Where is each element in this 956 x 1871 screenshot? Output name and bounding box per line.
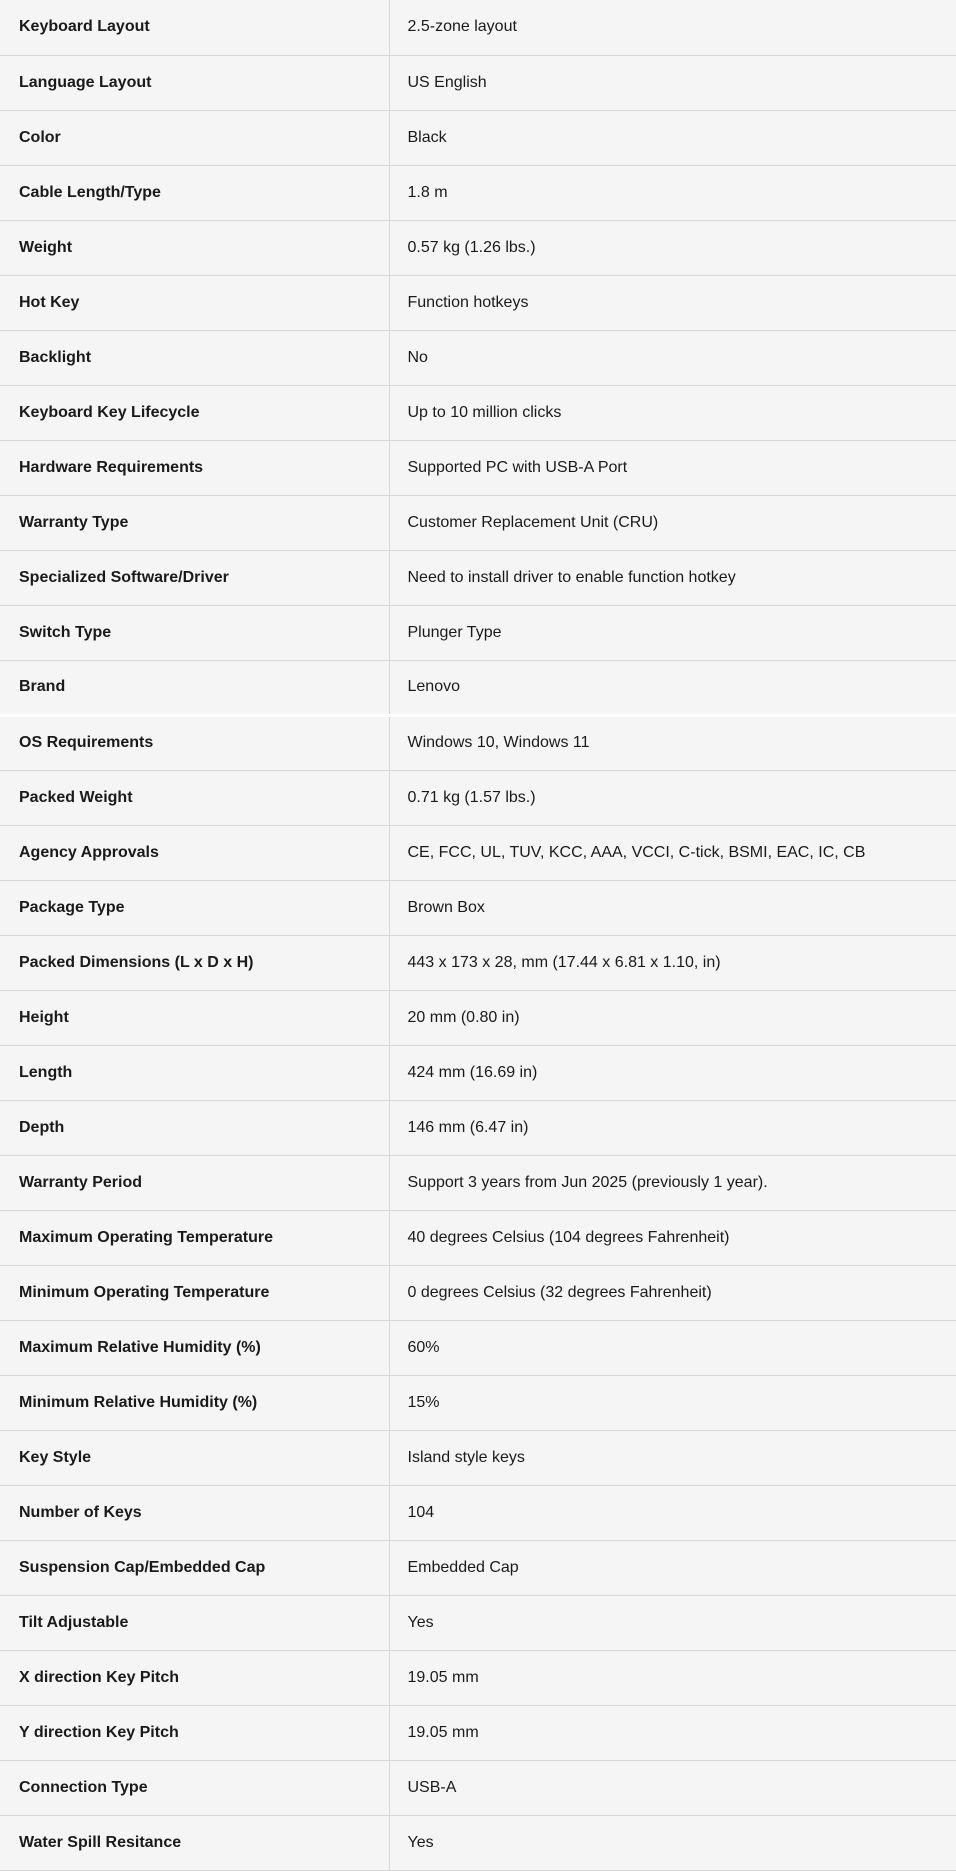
spec-row-x-direction-key-pitch [0,1650,956,1705]
spec-label: Backlight [0,330,389,385]
spec-row-warranty-period [0,1155,956,1210]
spec-row-language-layout [0,55,956,110]
spec-value: Supported PC with USB-A Port [389,440,956,495]
spec-row-cable-length-type [0,165,956,220]
spec-row-length [0,1045,956,1100]
spec-label: Hardware Requirements [0,440,389,495]
spec-row-switch-type [0,605,956,660]
spec-label: Weight [0,220,389,275]
spec-label: Keyboard Key Lifecycle [0,385,389,440]
spec-label: X direction Key Pitch [0,1650,389,1705]
spec-value: Windows 10, Windows 11 [389,715,956,770]
spec-row-agency-approvals [0,825,956,880]
spec-label: Suspension Cap/Embedded Cap [0,1540,389,1595]
spec-value: 2.5-zone layout [389,0,956,55]
spec-value: Black [389,110,956,165]
spec-row-maximum-operating-temperature [0,1210,956,1265]
spec-label: Height [0,990,389,1045]
spec-row-key-style [0,1430,956,1485]
spec-row-hot-key [0,275,956,330]
spec-value: Brown Box [389,880,956,935]
spec-value: US English [389,55,956,110]
spec-row-hardware-requirements [0,440,956,495]
spec-value: No [389,330,956,385]
spec-label: Water Spill Resitance [0,1815,389,1870]
spec-value: 104 [389,1485,956,1540]
spec-value: 0.71 kg (1.57 lbs.) [389,770,956,825]
spec-row-warranty-type [0,495,956,550]
spec-label: Warranty Period [0,1155,389,1210]
spec-value: Support 3 years from Jun 2025 (previously 1 year). [389,1155,956,1210]
spec-row-number-of-keys [0,1485,956,1540]
spec-value: 0 degrees Celsius (32 degrees Fahrenheit) [389,1265,956,1320]
spec-value: 19.05 mm [389,1650,956,1705]
spec-label: Minimum Operating Temperature [0,1265,389,1320]
spec-label: Agency Approvals [0,825,389,880]
spec-value: 20 mm (0.80 in) [389,990,956,1045]
spec-label: Warranty Type [0,495,389,550]
spec-value: 443 x 173 x 28, mm (17.44 x 6.81 x 1.10, in) [389,935,956,990]
spec-value: Yes [389,1595,956,1650]
spec-value: Island style keys [389,1430,956,1485]
spec-value: 60% [389,1320,956,1375]
spec-label: Connection Type [0,1760,389,1815]
spec-value: CE, FCC, UL, TUV, KCC, AAA, VCCI, C-tick, BSMI, EAC, IC, CB [389,825,956,880]
spec-label: Packed Weight [0,770,389,825]
spec-label: Minimum Relative Humidity (%) [0,1375,389,1430]
spec-value: Up to 10 million clicks [389,385,956,440]
spec-row-backlight [0,330,956,385]
spec-label: Hot Key [0,275,389,330]
spec-row-height [0,990,956,1045]
spec-label: OS Requirements [0,715,389,770]
spec-value: 424 mm (16.69 in) [389,1045,956,1100]
spec-row-minimum-operating-temperature [0,1265,956,1320]
spec-label: Tilt Adjustable [0,1595,389,1650]
spec-label: Language Layout [0,55,389,110]
spec-row-brand [0,660,956,715]
spec-row-connection-type [0,1760,956,1815]
spec-label: Packed Dimensions (L x D x H) [0,935,389,990]
spec-row-keyboard-key-lifecycle [0,385,956,440]
spec-row-package-type [0,880,956,935]
spec-value: 40 degrees Celsius (104 degrees Fahrenheit) [389,1210,956,1265]
spec-value: Yes [389,1815,956,1870]
spec-row-weight [0,220,956,275]
spec-value: Customer Replacement Unit (CRU) [389,495,956,550]
spec-label: Key Style [0,1430,389,1485]
spec-row-minimum-relative-humidity [0,1375,956,1430]
spec-label: Specialized Software/Driver [0,550,389,605]
spec-row-water-spill-resistance [0,1815,956,1870]
spec-value: Need to install driver to enable function hotkey [389,550,956,605]
spec-label: Color [0,110,389,165]
spec-label: Y direction Key Pitch [0,1705,389,1760]
spec-value: 146 mm (6.47 in) [389,1100,956,1155]
spec-row-packed-weight [0,770,956,825]
spec-value: Lenovo [389,660,956,715]
spec-row-maximum-relative-humidity [0,1320,956,1375]
spec-row-depth [0,1100,956,1155]
spec-row-os-requirements [0,715,956,770]
spec-label: Maximum Relative Humidity (%) [0,1320,389,1375]
spec-row-specialized-software-driver [0,550,956,605]
spec-value: Embedded Cap [389,1540,956,1595]
spec-label: Length [0,1045,389,1100]
spec-row-keyboard-layout [0,0,956,55]
spec-value: 15% [389,1375,956,1430]
spec-label: Number of Keys [0,1485,389,1540]
spec-label: Depth [0,1100,389,1155]
spec-row-packed-dimensions [0,935,956,990]
spec-value: Function hotkeys [389,275,956,330]
spec-label: Package Type [0,880,389,935]
spec-value: 1.8 m [389,165,956,220]
spec-row-tilt-adjustable [0,1595,956,1650]
spec-value: Plunger Type [389,605,956,660]
spec-label: Keyboard Layout [0,0,389,55]
spec-label: Brand [0,660,389,715]
spec-label: Cable Length/Type [0,165,389,220]
spec-value: 0.57 kg (1.26 lbs.) [389,220,956,275]
spec-value: 19.05 mm [389,1705,956,1760]
spec-row-y-direction-key-pitch [0,1705,956,1760]
spec-label: Switch Type [0,605,389,660]
spec-row-suspension-cap [0,1540,956,1595]
spec-value: USB-A [389,1760,956,1815]
spec-row-color [0,110,956,165]
spec-label: Maximum Operating Temperature [0,1210,389,1265]
